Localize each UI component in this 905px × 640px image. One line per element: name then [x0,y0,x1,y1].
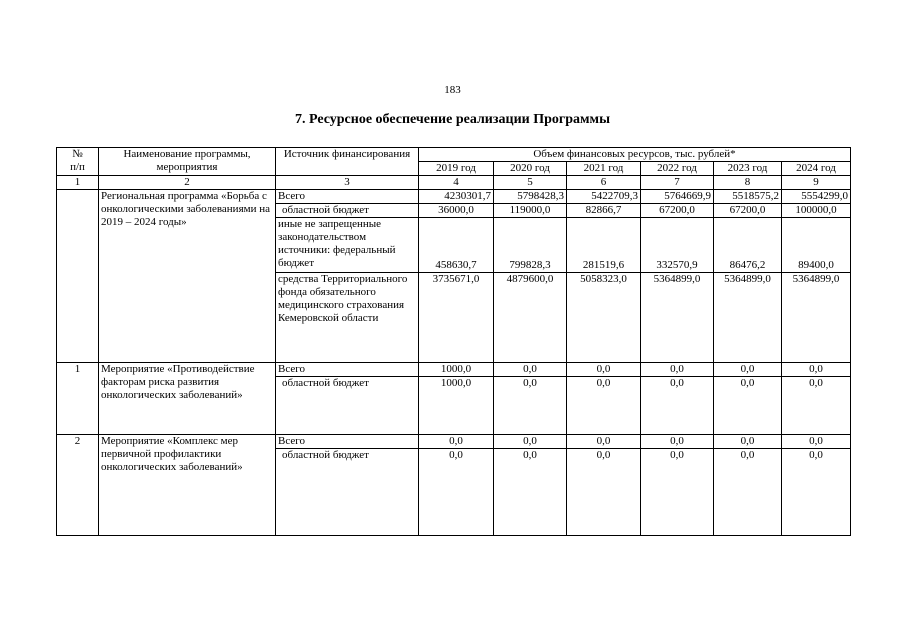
row-value: 0,0 [714,449,782,536]
row-source: иные не запрещенные законодательством источники: федеральный бюджет [276,218,419,273]
table-row [57,190,851,204]
resource-table [56,147,851,536]
row-value: 0,0 [714,363,782,377]
header-volume: Объем финансовых ресурсов, тыс. рублей* [419,148,851,162]
row-source: областной бюджет [276,449,419,536]
row-value: 5058323,0 [567,273,641,363]
row-value: 5364899,0 [714,273,782,363]
row-value: 5364899,0 [641,273,714,363]
col-number: 8 [714,176,782,190]
col-number: 5 [494,176,567,190]
col-number: 4 [419,176,494,190]
row-num [57,190,99,363]
row-value: 100000,0 [782,204,851,218]
row-value: 5518575,2 [714,190,782,204]
row-value: 1000,0 [419,377,494,435]
row-value: 86476,2 [714,218,782,273]
row-value: 799828,3 [494,218,567,273]
header-source: Источник финансирования [276,148,419,176]
row-value: 0,0 [567,449,641,536]
row-value: 0,0 [419,449,494,536]
row-value: 0,0 [494,449,567,536]
row-source: средства Территориального фонда обязательного медицинского страхования Кемеровской области [276,273,419,363]
row-value: 0,0 [782,449,851,536]
header-year: 2023 год [714,162,782,176]
table-row [57,363,851,377]
row-value: 67200,0 [714,204,782,218]
row-value: 0,0 [782,435,851,449]
row-value: 0,0 [641,377,714,435]
row-source: областной бюджет [276,204,419,218]
row-value: 0,0 [641,449,714,536]
row-value: 89400,0 [782,218,851,273]
row-source: областной бюджет [276,377,419,435]
table-row [57,435,851,449]
row-value: 5554299,0 [782,190,851,204]
col-number: 6 [567,176,641,190]
row-name: Мероприятие «Комплекс мер первичной профилактики онкологических заболеваний» [99,435,276,536]
row-value: 4230301,7 [419,190,494,204]
row-value: 0,0 [641,363,714,377]
row-value: 0,0 [714,377,782,435]
row-value: 3735671,0 [419,273,494,363]
row-value: 0,0 [419,435,494,449]
row-value: 0,0 [641,435,714,449]
row-source: Всего [276,435,419,449]
row-value: 0,0 [494,363,567,377]
col-number: 1 [57,176,99,190]
section-title: 7. Ресурсное обеспечение реализации Программы [294,112,611,127]
row-value: 0,0 [782,377,851,435]
header-num-line1: № [72,148,83,160]
row-value: 0,0 [782,363,851,377]
row-value: 5364899,0 [782,273,851,363]
row-num: 1 [57,363,99,435]
header-name: Наименование программы, мероприятия [99,148,276,176]
row-value: 4879600,0 [494,273,567,363]
row-value: 5764669,9 [641,190,714,204]
row-value: 36000,0 [419,204,494,218]
col-number: 9 [782,176,851,190]
col-number: 7 [641,176,714,190]
header-year: 2024 год [782,162,851,176]
col-number: 3 [276,176,419,190]
header-year: 2020 год [494,162,567,176]
row-value: 332570,9 [641,218,714,273]
header-year: 2021 год [567,162,641,176]
row-value: 0,0 [714,435,782,449]
page-number: 183 [444,84,461,96]
row-value: 82866,7 [567,204,641,218]
row-value: 0,0 [567,377,641,435]
row-value: 5422709,3 [567,190,641,204]
row-name: Региональная программа «Борьба с онкологическими заболеваниями на 2019 – 2024 годы» [99,190,276,363]
row-value: 119000,0 [494,204,567,218]
header-year: 2022 год [641,162,714,176]
row-num: 2 [57,435,99,536]
header-row [57,148,851,162]
row-source: Всего [276,363,419,377]
row-value: 0,0 [567,435,641,449]
row-value: 5798428,3 [494,190,567,204]
header-num [57,148,99,176]
header-num-line2: п/п [70,161,85,173]
col-number: 2 [99,176,276,190]
row-value: 281519,6 [567,218,641,273]
column-numbers-row [57,176,851,190]
header-year: 2019 год [419,162,494,176]
row-value: 0,0 [494,435,567,449]
row-source: Всего [276,190,419,204]
row-name: Мероприятие «Противодействие факторам риска развития онкологических заболеваний» [99,363,276,435]
row-value: 0,0 [567,363,641,377]
row-value: 1000,0 [419,363,494,377]
row-value: 67200,0 [641,204,714,218]
row-value: 458630,7 [419,218,494,273]
row-value: 0,0 [494,377,567,435]
